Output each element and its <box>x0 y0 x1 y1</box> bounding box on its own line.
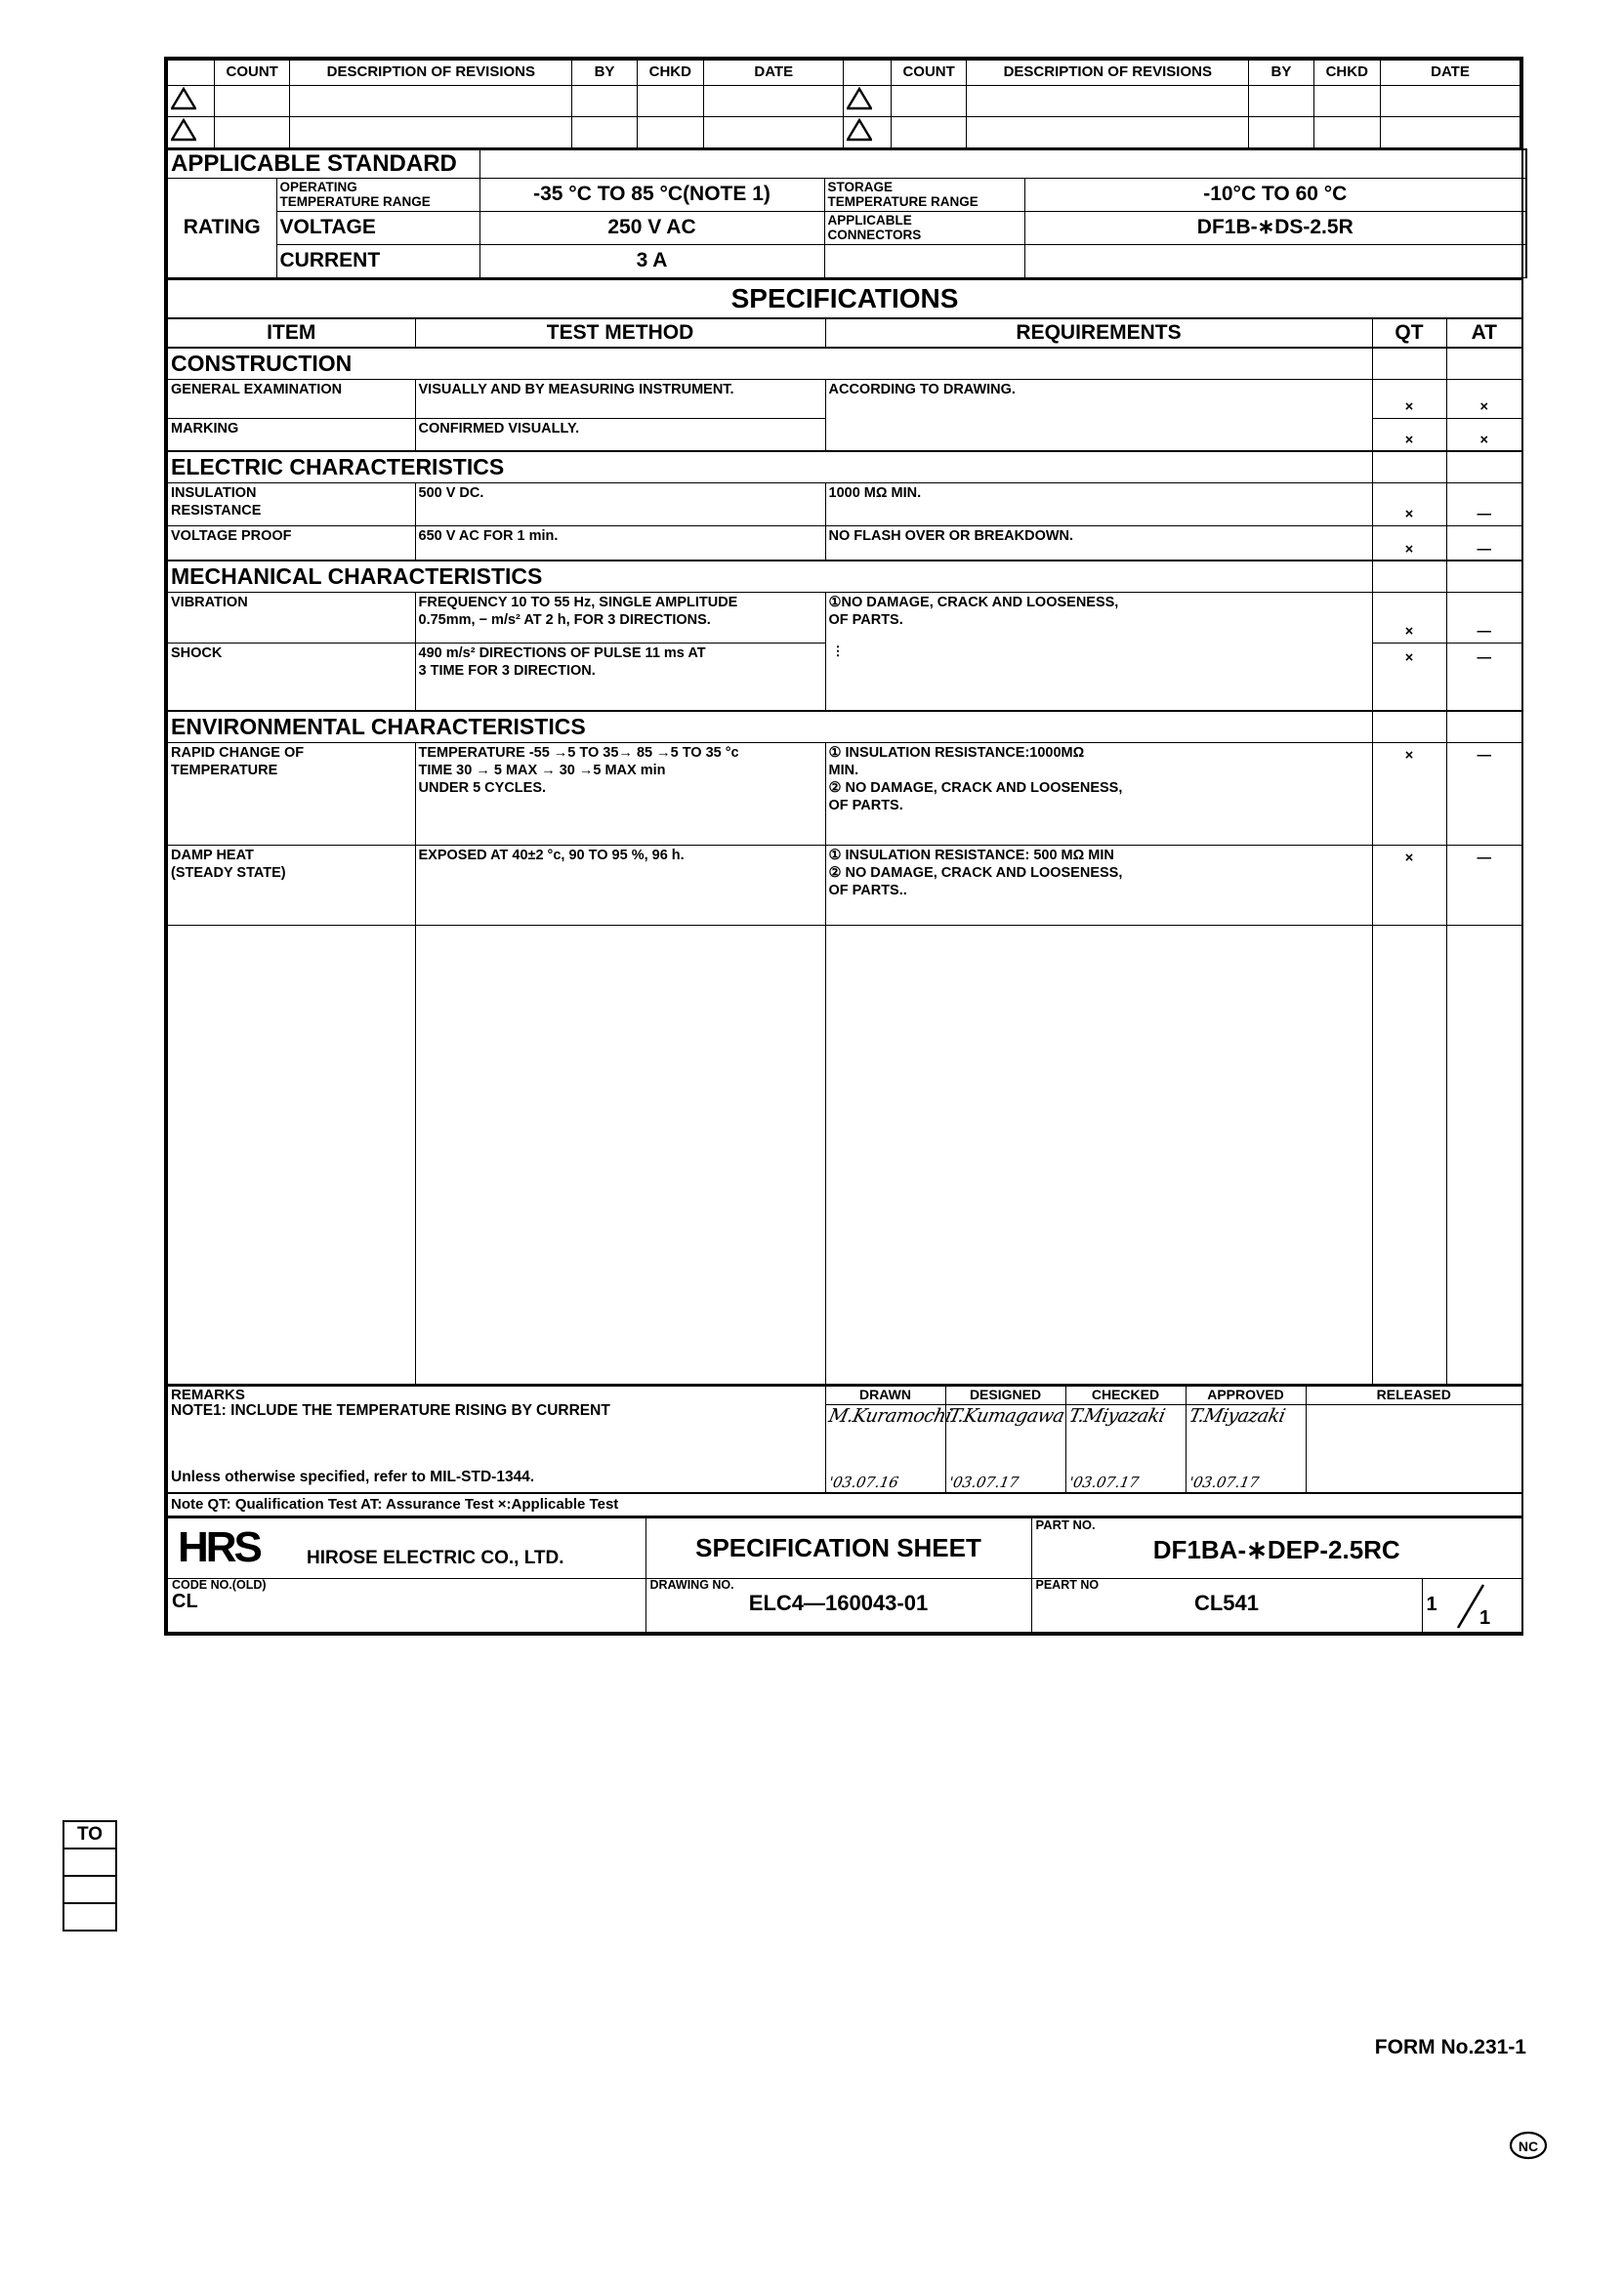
rating-current-row <box>167 245 1526 278</box>
rev-col-chkd-2: CHKD <box>1313 60 1380 85</box>
sig-col-label-drawn: DRAWN <box>825 1386 945 1405</box>
row-item: SHOCK <box>167 643 415 711</box>
row-test-method <box>415 592 825 643</box>
row-requirements-line1: ①NO DAMAGE, CRACK AND LOOSENESS, <box>828 594 1119 610</box>
revision-history-table <box>166 59 1521 148</box>
rating-voltage-row <box>167 212 1526 245</box>
rev-by <box>572 85 637 116</box>
col-requirements: REQUIREMENTS <box>825 318 1372 348</box>
blank-tab-2 <box>62 1875 117 1904</box>
remarks-signature-row <box>167 1386 1522 1405</box>
blank-requirements-col <box>825 925 1372 1384</box>
operating-temp-label-line2: TEMPERATURE RANGE <box>279 193 431 209</box>
blank-qt-col <box>1372 925 1446 1384</box>
specification-sheet <box>164 57 1523 1636</box>
rev-col-by-2: BY <box>1249 60 1313 85</box>
rating-blank-cell-2 <box>1024 245 1526 278</box>
signature-released <box>1306 1405 1522 1493</box>
row-requirements: ACCORDING TO DRAWING. <box>825 379 1372 451</box>
row-item-line1: DAMP HEAT <box>171 847 254 863</box>
signature-drawn <box>825 1405 953 1460</box>
row-test-method <box>415 845 825 925</box>
rev-description <box>290 85 572 116</box>
signature-date-drawn <box>825 1460 945 1493</box>
section-qt-blank <box>1372 348 1446 379</box>
rev-count-2 <box>892 116 967 147</box>
rev-description-2 <box>967 85 1249 116</box>
row-item: GENERAL EXAMINATION <box>167 379 415 418</box>
row-requirements-line2: OF PARTS. <box>828 611 903 628</box>
row-at: — <box>1446 592 1522 643</box>
row-test-method-line3: UNDER 5 CYCLES. <box>418 779 547 796</box>
remarks-block <box>166 1385 1523 1517</box>
row-requirements-line3: ② NO DAMAGE, CRACK AND LOOSENESS, <box>828 779 1123 796</box>
signature-designed <box>945 1405 1065 1460</box>
specifications-table <box>166 278 1523 1385</box>
table-row <box>167 592 1522 643</box>
rev-count <box>215 85 290 116</box>
rev-chkd <box>637 116 703 147</box>
row-requirements-line2: MIN. <box>828 762 859 778</box>
row-item-line2: TEMPERATURE <box>171 762 278 778</box>
operating-temp-value: -35 °C TO 85 °C(NOTE 1) <box>479 179 824 212</box>
triangle-icon <box>171 87 196 110</box>
signature-date-text: '03.07.17 <box>1066 1474 1141 1492</box>
rev-col-mark <box>167 60 215 85</box>
table-row <box>167 845 1522 925</box>
row-requirements-line4: OF PARTS. <box>828 797 903 813</box>
signature-date-approved <box>1186 1460 1306 1493</box>
signature-date-text: '03.07.17 <box>946 1474 1020 1492</box>
col-test-method: TEST METHOD <box>415 318 825 348</box>
row-qt: × <box>1372 845 1446 925</box>
row-test-method-line1: EXPOSED AT 40±2 °c, 90 TO 95 %, 96 h. <box>418 847 685 863</box>
peart-no-cell <box>1031 1578 1422 1633</box>
document-title: SPECIFICATION SHEET <box>645 1517 1031 1578</box>
table-row <box>167 482 1522 525</box>
rev-col-count: COUNT <box>215 60 290 85</box>
drawing-no-value: ELC4—160043-01 <box>748 1591 929 1615</box>
blank-item-col <box>167 925 415 1384</box>
row-at: — <box>1446 482 1522 525</box>
rating-label: RATING <box>167 179 276 278</box>
operating-temp-label <box>276 179 479 212</box>
row-test-method: 650 V AC FOR 1 min. <box>415 525 825 561</box>
section-at-blank <box>1446 451 1522 482</box>
col-at: AT <box>1446 318 1522 348</box>
drawing-no-cell <box>645 1578 1031 1633</box>
table-row <box>167 85 1520 116</box>
section-heading-label: ELECTRIC CHARACTERISTICS <box>167 451 1372 482</box>
applicable-standard-label: APPLICABLE STANDARD <box>167 149 479 179</box>
signature-text: M.Kuramochi <box>826 1405 953 1427</box>
page-current: 1 <box>1426 1593 1437 1615</box>
rev-col-date: DATE <box>704 60 844 85</box>
rating-operating-temp-row <box>167 179 1526 212</box>
blank-tab-3 <box>62 1902 117 1932</box>
section-qt-blank <box>1372 451 1446 482</box>
section-heading-mechanical <box>167 561 1522 592</box>
rev-col-date-2: DATE <box>1380 60 1520 85</box>
row-test-method: 500 V DC. <box>415 482 825 525</box>
hrs-logo-cell <box>167 1517 304 1578</box>
rev-col-count-2: COUNT <box>892 60 967 85</box>
part-no-cell <box>1031 1517 1522 1578</box>
rev-by-2 <box>1249 116 1313 147</box>
row-test-method-line2: TIME 30 → 5 MAX → 30 →5 MAX min <box>418 762 666 778</box>
table-row <box>167 116 1520 147</box>
rating-table <box>166 148 1527 279</box>
rating-blank-cell-1 <box>824 245 1024 278</box>
rev-date-2 <box>1380 116 1520 147</box>
code-no-value: CL <box>172 1591 198 1612</box>
company-name: HIROSE ELECTRIC CO., LTD. <box>307 1547 564 1568</box>
rev-description <box>290 116 572 147</box>
applicable-standard-row <box>167 149 1526 179</box>
signature-approved <box>1186 1405 1306 1460</box>
row-item: MARKING <box>167 418 415 451</box>
signature-text: T.Miyazaki <box>1066 1405 1167 1427</box>
col-item: ITEM <box>167 318 415 348</box>
rev-by-2 <box>1249 85 1313 116</box>
rev-by <box>572 116 637 147</box>
triangle-icon <box>171 118 196 142</box>
sig-col-label-designed: DESIGNED <box>945 1386 1065 1405</box>
operating-temp-label-line1: OPERATING <box>279 180 357 195</box>
section-heading-electric <box>167 451 1522 482</box>
row-test-method-line2: 0.75mm, − m/s² AT 2 h, FOR 3 DIRECTIONS. <box>418 611 711 628</box>
row-item-line1: RAPID CHANGE OF <box>171 744 305 761</box>
row-at: — <box>1446 643 1522 711</box>
section-at-blank <box>1446 348 1522 379</box>
signature-text: T.Kumagawa <box>946 1405 1066 1427</box>
current-label: CURRENT <box>276 245 479 278</box>
blank-tab-1 <box>62 1848 117 1877</box>
row-at: — <box>1446 525 1522 561</box>
specifications-column-header <box>167 318 1522 348</box>
company-name-cell <box>304 1517 645 1578</box>
applicable-connectors-label-line1: APPLICABLE <box>827 213 912 228</box>
part-no-label: PART NO. <box>1035 1517 1096 1532</box>
blank-at-col <box>1446 925 1522 1384</box>
row-item-line2: RESISTANCE <box>171 502 262 519</box>
applicable-connectors-value: DF1B-∗DS-2.5R <box>1024 212 1526 245</box>
row-requirements-line1: ① INSULATION RESISTANCE:1000MΩ <box>828 744 1085 761</box>
title-block <box>166 1516 1523 1634</box>
voltage-label: VOLTAGE <box>276 212 479 245</box>
row-test-method-line2: 3 TIME FOR 3 DIRECTION. <box>418 662 596 679</box>
remarks-note1: NOTE1: INCLUDE THE TEMPERATURE RISING BY CURRENT <box>171 1401 610 1419</box>
rev-date-2 <box>1380 85 1520 116</box>
left-tab-strip <box>62 1822 117 1932</box>
drawing-no-label: DRAWING NO. <box>649 1577 734 1592</box>
rev-col-mark-2 <box>844 60 892 85</box>
section-heading-label: MECHANICAL CHARACTERISTICS <box>167 561 1372 592</box>
row-requirements-line3: OF PARTS.. <box>828 882 907 898</box>
row-test-method <box>415 643 825 711</box>
code-no-cell <box>167 1578 645 1633</box>
rev-mark-cell <box>167 116 215 147</box>
row-at: × <box>1446 418 1522 451</box>
table-row <box>167 379 1522 418</box>
section-qt-blank <box>1372 711 1446 742</box>
rev-description-2 <box>967 116 1249 147</box>
row-test-method: VISUALLY AND BY MEASURING INSTRUMENT. <box>415 379 825 418</box>
remarks-cell <box>167 1386 825 1493</box>
row-qt: × <box>1372 643 1446 711</box>
row-item <box>167 482 415 525</box>
row-requirements-line1: ① INSULATION RESISTANCE: 500 MΩ MIN <box>828 847 1114 863</box>
hrs-logo-icon: HRS <box>178 1523 260 1572</box>
rev-chkd <box>637 85 703 116</box>
signature-date-text: '03.07.17 <box>1187 1474 1261 1492</box>
voltage-value: 250 V AC <box>479 212 824 245</box>
to-tab: TO <box>62 1820 117 1849</box>
remarks-label: REMARKS <box>171 1386 245 1403</box>
table-row <box>167 525 1522 561</box>
signature-date-text: '03.07.16 <box>826 1474 900 1492</box>
rev-col-description-2: DESCRIPTION OF REVISIONS <box>967 60 1249 85</box>
row-qt: × <box>1372 742 1446 845</box>
title-block-main-row <box>167 1517 1522 1578</box>
signature-text: T.Miyazaki <box>1187 1405 1287 1427</box>
applicable-connectors-label <box>824 212 1024 245</box>
nc-stamp-icon <box>1509 2131 1548 2160</box>
part-no-value: DF1BA-∗DEP-2.5RC <box>1152 1535 1400 1565</box>
row-qt: × <box>1372 592 1446 643</box>
row-qt: × <box>1372 379 1446 418</box>
row-test-method-line1: 490 m/s² DIRECTIONS OF PULSE 11 ms AT <box>418 644 706 661</box>
sig-col-label-released: RELEASED <box>1306 1386 1522 1405</box>
rev-col-by: BY <box>572 60 637 85</box>
title-block-sub-row <box>167 1578 1522 1633</box>
section-qt-blank <box>1372 561 1446 592</box>
rev-chkd-2 <box>1313 116 1380 147</box>
peart-no-value: CL541 <box>1193 1591 1260 1615</box>
rev-date <box>704 116 844 147</box>
row-test-method-line1: FREQUENCY 10 TO 55 Hz, SINGLE AMPLITUDE <box>418 594 738 610</box>
code-no-label: CODE NO.(OLD) <box>172 1577 267 1592</box>
triangle-icon <box>847 87 872 110</box>
blank-test-method-col <box>415 925 825 1384</box>
storage-temp-label-line2: TEMPERATURE RANGE <box>827 193 979 209</box>
storage-temp-value: -10°C TO 60 °C <box>1024 179 1526 212</box>
table-row <box>167 742 1522 845</box>
storage-temp-label-line1: STORAGE <box>827 180 894 195</box>
row-requirements: 1000 MΩ MIN. <box>825 482 1372 525</box>
rev-col-description: DESCRIPTION OF REVISIONS <box>290 60 572 85</box>
row-item-line2: (STEADY STATE) <box>171 864 286 881</box>
requirements-ditto-mark: ⋮ <box>831 643 847 658</box>
row-item: VIBRATION <box>167 592 415 643</box>
row-requirements <box>825 592 1372 711</box>
row-requirements-line2: ② NO DAMAGE, CRACK AND LOOSENESS, <box>828 864 1123 881</box>
applicable-connectors-label-line2: CONNECTORS <box>827 227 922 242</box>
col-qt: QT <box>1372 318 1446 348</box>
remarks-mil-std: Unless otherwise specified, refer to MIL-STD-1344. <box>171 1469 535 1486</box>
page-total-cell <box>1470 1578 1522 1633</box>
note-legend-row <box>167 1493 1522 1516</box>
rev-mark-cell-2 <box>844 116 892 147</box>
sig-col-label-approved: APPROVED <box>1186 1386 1306 1405</box>
rev-col-chkd: CHKD <box>637 60 703 85</box>
row-item: VOLTAGE PROOF <box>167 525 415 561</box>
sig-col-label-checked: CHECKED <box>1065 1386 1186 1405</box>
row-test-method: CONFIRMED VISUALLY. <box>415 418 825 451</box>
section-heading-construction <box>167 348 1522 379</box>
section-heading-environmental <box>167 711 1522 742</box>
row-qt: × <box>1372 525 1446 561</box>
blank-continuation-area <box>167 925 1522 1384</box>
storage-temp-label <box>824 179 1024 212</box>
section-heading-label: ENVIRONMENTAL CHARACTERISTICS <box>167 711 1372 742</box>
signature-checked <box>1065 1405 1186 1460</box>
row-test-method <box>415 742 825 845</box>
signature-date-designed <box>945 1460 1065 1493</box>
row-at: — <box>1446 742 1522 845</box>
row-requirements: NO FLASH OVER OR BREAKDOWN. <box>825 525 1372 561</box>
row-item <box>167 845 415 925</box>
rev-count <box>215 116 290 147</box>
row-at: × <box>1446 379 1522 418</box>
peart-no-label: PEART NO <box>1035 1577 1100 1592</box>
form-number: FORM No.231-1 <box>1374 2036 1526 2058</box>
section-heading-label: CONSTRUCTION <box>167 348 1372 379</box>
section-at-blank <box>1446 711 1522 742</box>
section-at-blank <box>1446 561 1522 592</box>
rev-mark-cell <box>167 85 215 116</box>
note-legend-text: Note QT: Qualification Test AT: Assurance Test ×:Applicable Test <box>167 1493 1522 1516</box>
specifications-title: SPECIFICATIONS <box>167 279 1522 318</box>
signature-date-checked <box>1065 1460 1186 1493</box>
row-qt: × <box>1372 482 1446 525</box>
row-requirements <box>825 845 1372 925</box>
row-item <box>167 742 415 845</box>
triangle-icon <box>847 118 872 142</box>
row-item-line1: INSULATION <box>171 484 257 501</box>
applicable-standard-value <box>479 149 1526 179</box>
row-at: — <box>1446 845 1522 925</box>
rev-date <box>704 85 844 116</box>
specifications-title-row <box>167 279 1522 318</box>
rev-count-2 <box>892 85 967 116</box>
rev-chkd-2 <box>1313 85 1380 116</box>
row-requirements <box>825 742 1372 845</box>
row-test-method-line1: TEMPERATURE -55 →5 TO 35→ 85 →5 TO 35 °c <box>418 744 739 761</box>
svg-text:NC: NC <box>1518 2139 1539 2154</box>
current-value: 3 A <box>479 245 824 278</box>
row-qt: × <box>1372 418 1446 451</box>
rev-mark-cell-2 <box>844 85 892 116</box>
page-total: 1 <box>1479 1607 1491 1630</box>
